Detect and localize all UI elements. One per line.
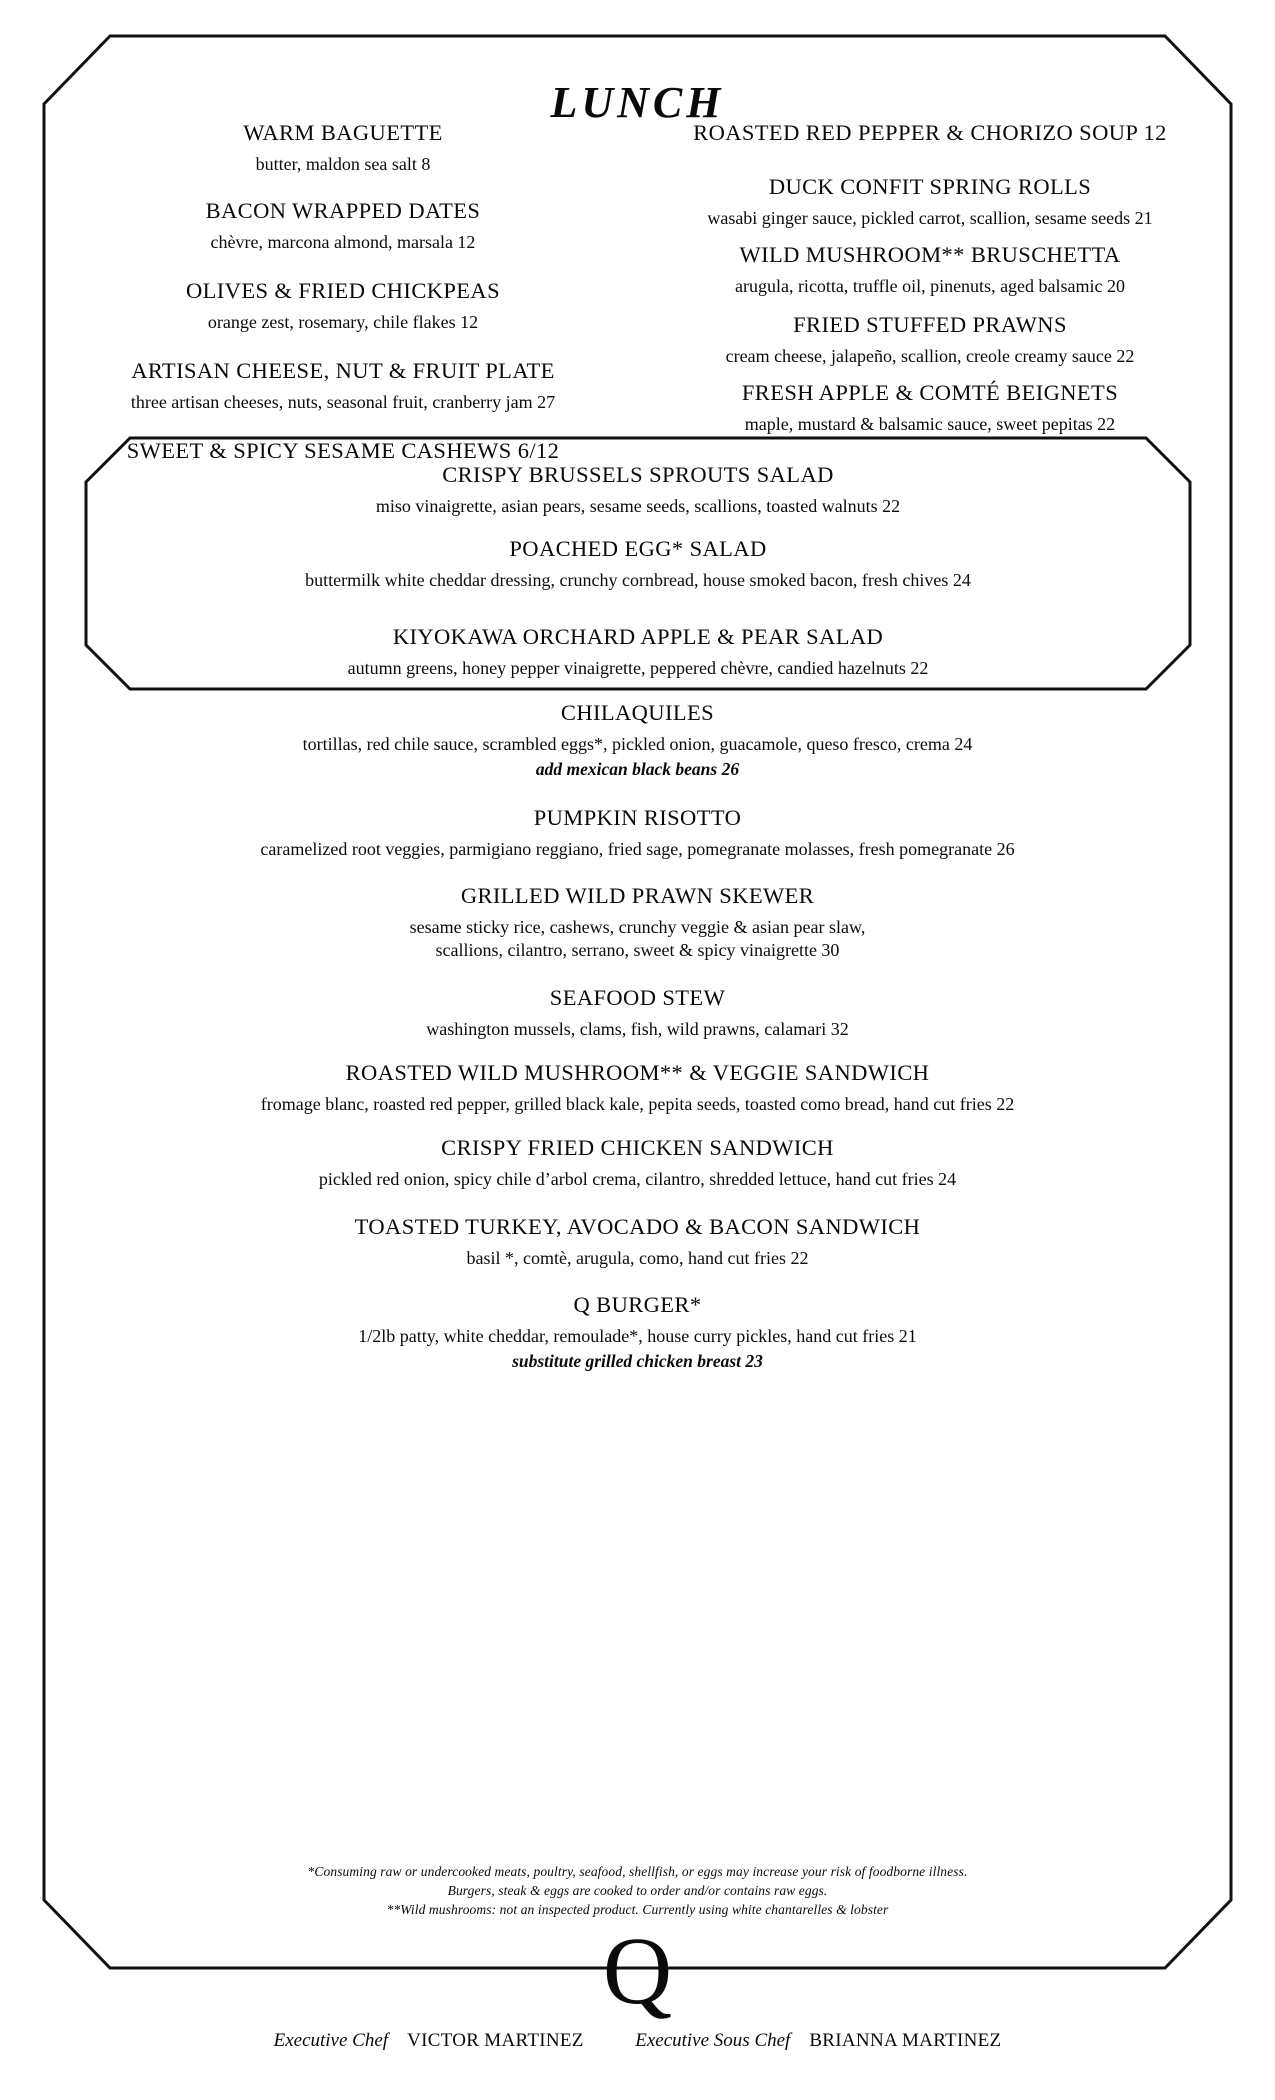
menu-item — [620, 380, 1240, 435]
dish-name: POACHED EGG* SALAD — [509, 536, 767, 561]
menu-item — [84, 624, 1192, 679]
dish-description: arugula, ricotta, truffle oil, pinenuts, aged balsamic 20 — [734, 275, 1126, 296]
dish-description: washington mussels, clams, fish, wild prawns, calamari 32 — [426, 1018, 849, 1039]
menu-item — [0, 1214, 1275, 1269]
menu-item — [0, 985, 1275, 1040]
dish-name: ROASTED RED PEPPER & CHORIZO SOUP 12 — [693, 120, 1167, 145]
menu-item — [620, 312, 1240, 367]
menu-item — [0, 1292, 1275, 1372]
menu-item — [48, 278, 638, 333]
footnote-line: *Consuming raw or undercooked meats, poultry, seafood, shellfish, or eggs may increase your risk of foodborne illness. — [307, 1864, 968, 1879]
salads-list — [84, 436, 1192, 691]
dish-name: OLIVES & FRIED CHICKPEAS — [186, 278, 500, 303]
dish-description: orange zest, rosemary, chile flakes 12 — [207, 311, 479, 332]
dish-name: WARM BAGUETTE — [243, 120, 443, 145]
menu-item — [48, 198, 638, 253]
dish-name: CHILAQUILES — [560, 700, 715, 725]
dish-description-line2: scallions, cilantro, serrano, sweet & spicy vinaigrette 30 — [435, 940, 840, 961]
dish-description: chèvre, marcona almond, marsala 12 — [210, 231, 476, 252]
dish-description: buttermilk white cheddar dressing, crunchy cornbread, house smoked bacon, fresh chives 24 — [305, 569, 971, 590]
dish-description: three artisan cheeses, nuts, seasonal fruit, cranberry jam 27 — [130, 391, 556, 412]
dish-name: DUCK CONFIT SPRING ROLLS — [768, 174, 1092, 199]
menu-item — [0, 1060, 1275, 1115]
dish-description: miso vinaigrette, asian pears, sesame seeds, scallions, toasted walnuts 22 — [375, 495, 901, 516]
menu-item — [620, 174, 1240, 229]
menu-item — [620, 120, 1240, 147]
menu-item — [0, 700, 1275, 780]
dish-name: KIYOKAWA ORCHARD APPLE & PEAR SALAD — [392, 624, 884, 649]
page-title: LUNCH — [550, 78, 725, 128]
footnotes — [0, 1862, 1275, 1919]
menu-item — [48, 358, 638, 413]
dish-description: butter, maldon sea salt 8 — [255, 153, 431, 174]
dish-description: 1/2lb patty, white cheddar, remoulade*, house curry pickles, hand cut fries 21 — [358, 1325, 917, 1346]
chef-credits — [0, 2030, 1275, 2052]
dish-description: pickled red onion, spicy chile d’arbol crema, cilantro, shredded lettuce, hand cut fries 24 — [318, 1168, 957, 1189]
dish-name: Q BURGER* — [573, 1292, 702, 1317]
dish-description: tortillas, red chile sauce, scrambled eggs*, pickled onion, guacamole, queso fresco, crema 24 — [302, 733, 973, 754]
footnote-line: **Wild mushrooms: not an inspected product. Currently using white chantarelles & lobster — [386, 1902, 889, 1918]
menu-item — [0, 805, 1275, 860]
dish-name: SEAFOOD STEW — [549, 985, 726, 1010]
dish-name: ARTISAN CHEESE, NUT & FRUIT PLATE — [131, 358, 555, 383]
dish-description: basil *, comtè, arugula, como, hand cut fries 22 — [466, 1247, 809, 1268]
menu-item — [48, 120, 638, 175]
dish-name: FRIED STUFFED PRAWNS — [793, 312, 1067, 337]
q-logo-icon: Q — [602, 1917, 673, 2024]
dish-name: CRISPY FRIED CHICKEN SANDWICH — [441, 1135, 834, 1160]
dish-name: ROASTED WILD MUSHROOM** & VEGGIE SANDWICH — [345, 1060, 930, 1085]
dish-name: TOASTED TURKEY, AVOCADO & BACON SANDWICH — [354, 1214, 921, 1239]
dish-name: PUMPKIN RISOTTO — [533, 805, 742, 830]
salads-section-box — [84, 436, 1192, 691]
footnote-line: Burgers, steak & eggs are cooked to order and/or contains raw eggs. — [447, 1883, 828, 1899]
dish-name: GRILLED WILD PRAWN SKEWER — [460, 883, 815, 908]
dish-description: maple, mustard & balsamic sauce, sweet pepitas 22 — [744, 413, 1116, 434]
dish-description: autumn greens, honey pepper vinaigrette, peppered chèvre, candied hazelnuts 22 — [347, 657, 929, 678]
dish-name: CRISPY BRUSSELS SPROUTS SALAD — [442, 462, 834, 487]
dish-description: cream cheese, jalapeño, scallion, creole creamy sauce 22 — [725, 345, 1135, 366]
dish-name: SWEET & SPICY SESAME CASHEWS 6/12 — [126, 438, 560, 463]
dish-name: WILD MUSHROOM** BRUSCHETTA — [739, 242, 1121, 267]
menu-item — [84, 462, 1192, 517]
menu-item — [84, 536, 1192, 591]
dish-addon: add mexican black beans 26 — [535, 759, 740, 780]
dish-name: FRESH APPLE & COMTÉ BEIGNETS — [741, 380, 1119, 405]
dish-addon: substitute grilled chicken breast 23 — [512, 1351, 763, 1372]
menu-item — [620, 242, 1240, 297]
dish-description: sesame sticky rice, cashews, crunchy veggie & asian pear slaw, — [409, 916, 866, 937]
dish-name: BACON WRAPPED DATES — [205, 198, 481, 223]
executive-sous-chef-role: Executive Sous Chef — [635, 2030, 791, 2051]
logo-row — [0, 1917, 1275, 2035]
dish-description: wasabi ginger sauce, pickled carrot, scallion, sesame seeds 21 — [707, 207, 1153, 228]
executive-chef-name: VICTOR MARTINEZ — [407, 2030, 584, 2051]
menu-item — [0, 883, 1275, 962]
dish-description: fromage blanc, roasted red pepper, grilled black kale, pepita seeds, toasted como bread, hand cut fries 22 — [260, 1093, 1015, 1114]
menu-item — [0, 1135, 1275, 1190]
dish-description: caramelized root veggies, parmigiano reggiano, fried sage, pomegranate molasses, fresh pomegranate 26 — [260, 838, 1015, 859]
executive-sous-chef-name: BRIANNA MARTINEZ — [809, 2030, 1002, 2051]
executive-chef-role: Executive Chef — [273, 2030, 389, 2051]
